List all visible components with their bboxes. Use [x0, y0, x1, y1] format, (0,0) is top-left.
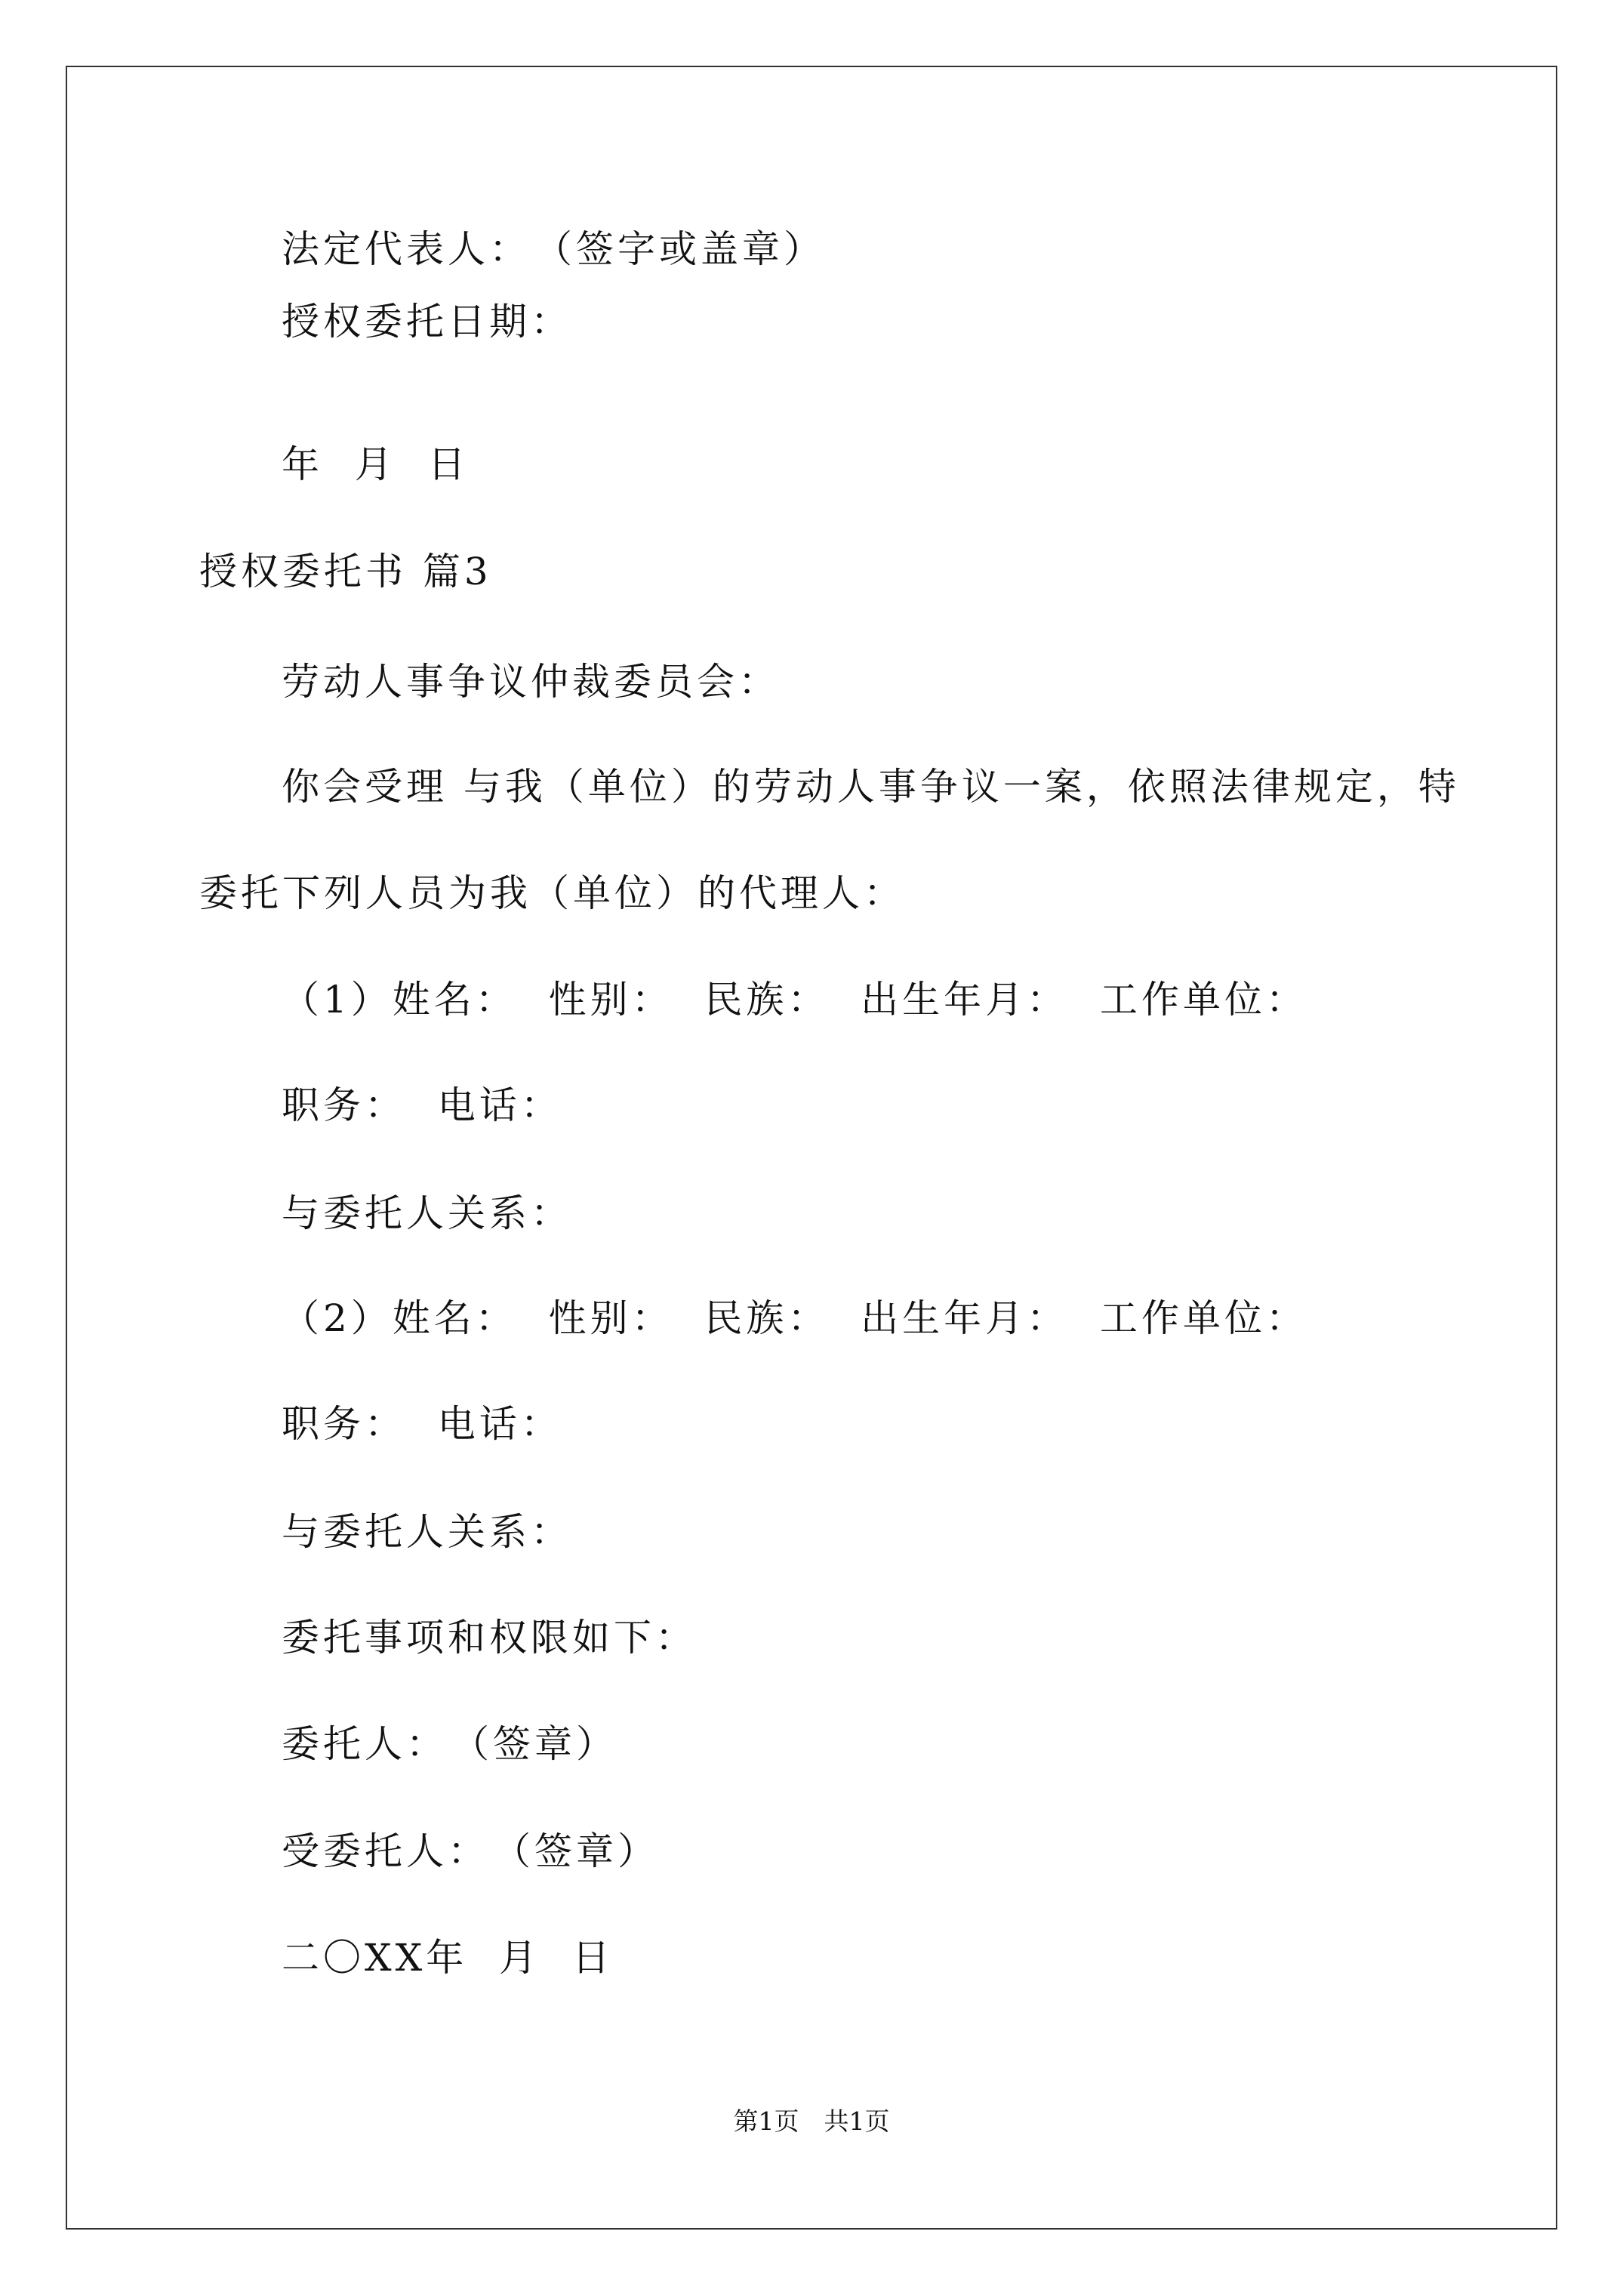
agent-1-position-line: 职务： 电话： [282, 1083, 562, 1127]
page-number-footer: 第1页 共1页 [733, 2106, 890, 2136]
agent-signature-line: 受委托人： （签章） [282, 1829, 659, 1873]
addressee-line: 劳动人事争议仲裁委员会： [282, 660, 780, 704]
section-heading: 授权委托书 篇3 [199, 550, 492, 593]
agent-1-info-line: （1）姓名： 性别： 民族： 出生年月： 工作单位： [282, 978, 1307, 1022]
agent-2-position-line: 职务： 电话： [282, 1402, 562, 1446]
delegated-matters-line: 委托事项和权限如下： [282, 1616, 697, 1660]
legal-representative-line: 法定代表人： （签字或盖章） [282, 227, 825, 271]
page-border [66, 66, 1557, 2230]
agent-2-relationship-line: 与委托人关系： [282, 1510, 572, 1554]
agent-1-relationship-line: 与委托人关系： [282, 1191, 572, 1235]
date-placeholder-line: 年 月 日 [282, 442, 470, 486]
authorization-date-line: 授权委托日期： [282, 300, 572, 344]
signing-date-line: 二〇XX年 月 日 [282, 1936, 614, 1980]
principal-signature-line: 委托人： （签章） [282, 1722, 617, 1766]
body-paragraph-line-2: 委托下列人员为我（单位）的代理人： [199, 871, 905, 915]
body-paragraph-line-1: 你会受理 与我（单位）的劳动人事争议一案，依照法律规定，特 [282, 765, 1460, 809]
agent-2-info-line: （2）姓名： 性别： 民族： 出生年月： 工作单位： [282, 1296, 1307, 1340]
